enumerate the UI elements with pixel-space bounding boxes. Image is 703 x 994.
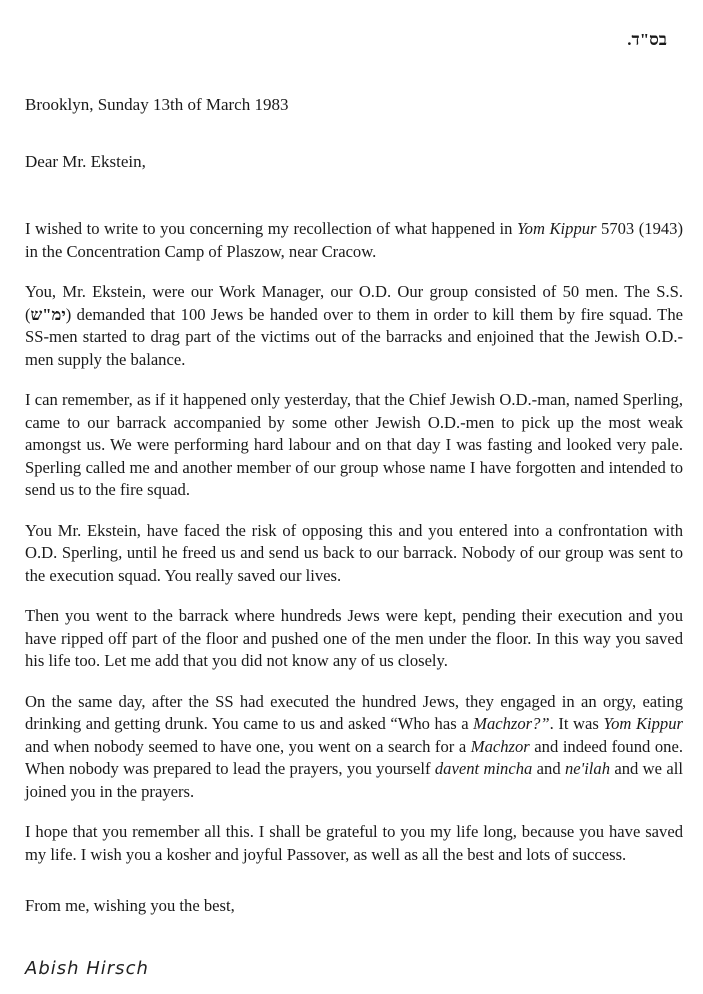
text: 5703 (1943) in the Concentration Camp of Plaszow, near Cracow. bbox=[25, 219, 683, 261]
text: and we all joined you in the prayers. bbox=[25, 759, 683, 801]
paragraph-4: You Mr. Ekstein, have faced the risk of opposing this and you entered into a confrontation with O.D. Sperling, until he freed us and send us back to our barrack. Nobody of our group was sent to the execution squad. You really saved our lives. bbox=[25, 520, 683, 585]
paragraph-7: I hope that you remember all this. I shall be grateful to you my life long, because you have saved my life. I wish you a kosher and joyful Passover, as well as all the best and lots of success. bbox=[25, 822, 683, 864]
paragraph-5: Then you went to the barrack where hundreds Jews were kept, pending their execution and you have ripped off part of the floor and pushed one of the men under the floor. In this way you saved his life too. Let me add that you did not know any of us closely. bbox=[25, 606, 683, 670]
text: On the same day, after the SS had executed the hundred Jews, they engaged in an orgy, eating drinking and getting drunk. You came to us and asked “Who has a bbox=[25, 691, 683, 733]
text: ) demanded that 100 Jews be handed over to them in order to kill them by fire squad. The SS-men started to drag part of the victims out of the barracks and enjoined that the Jewish O.D.-men supply the balance. bbox=[25, 304, 683, 369]
text: and bbox=[532, 759, 565, 778]
hebrew-abbrev: ימ"ש bbox=[30, 304, 66, 324]
neilah-term: ne'ilah bbox=[564, 759, 611, 778]
text: and indeed found one. When nobody was prepared to lead the prayers, you yourself bbox=[25, 736, 683, 778]
yom-kippur-term: Yom Kippur bbox=[516, 219, 597, 238]
signature: Abish Hirsch bbox=[25, 958, 149, 979]
text: . It was bbox=[549, 714, 604, 733]
bsd-header: בס"ד. bbox=[627, 30, 667, 49]
paragraph-6 bbox=[25, 691, 683, 804]
machzor-term: Machzor bbox=[470, 736, 530, 756]
paragraph-3: I can remember, as if it happened only yesterday, that the Chief Jewish O.D.-man, named Sperling, came to our barrack accompanied by some other Jewish O.D.-men to pick up the most weak amongst us. We were performing hard labour and on that day I was fasting and looked very pale. Sperling called me and another member of our group whose name I have forgotten and intended to send us to the fire squad. bbox=[25, 390, 683, 499]
yom-kippur-term: Yom Kippur bbox=[603, 714, 683, 733]
machzor-term: Machzor?” bbox=[473, 714, 550, 733]
text: I wished to write to you concerning my recollection of what happened in bbox=[25, 219, 517, 238]
dateline: Brooklyn, Sunday 13th of March 1983 bbox=[25, 95, 289, 114]
davent-mincha-term: davent mincha bbox=[434, 759, 533, 778]
paragraph-1 bbox=[25, 218, 683, 263]
text: and when nobody seemed to have one, you went on a search for a bbox=[25, 736, 471, 756]
paragraph-2 bbox=[25, 281, 683, 371]
text: You, Mr. Ekstein, were our Work Manager, our O.D. Our group consisted of 50 men. The S.S. ( bbox=[25, 282, 683, 324]
closing: From me, wishing you the best, bbox=[25, 896, 235, 915]
letter-body bbox=[25, 218, 683, 884]
salutation: Dear Mr. Ekstein, bbox=[25, 152, 146, 171]
